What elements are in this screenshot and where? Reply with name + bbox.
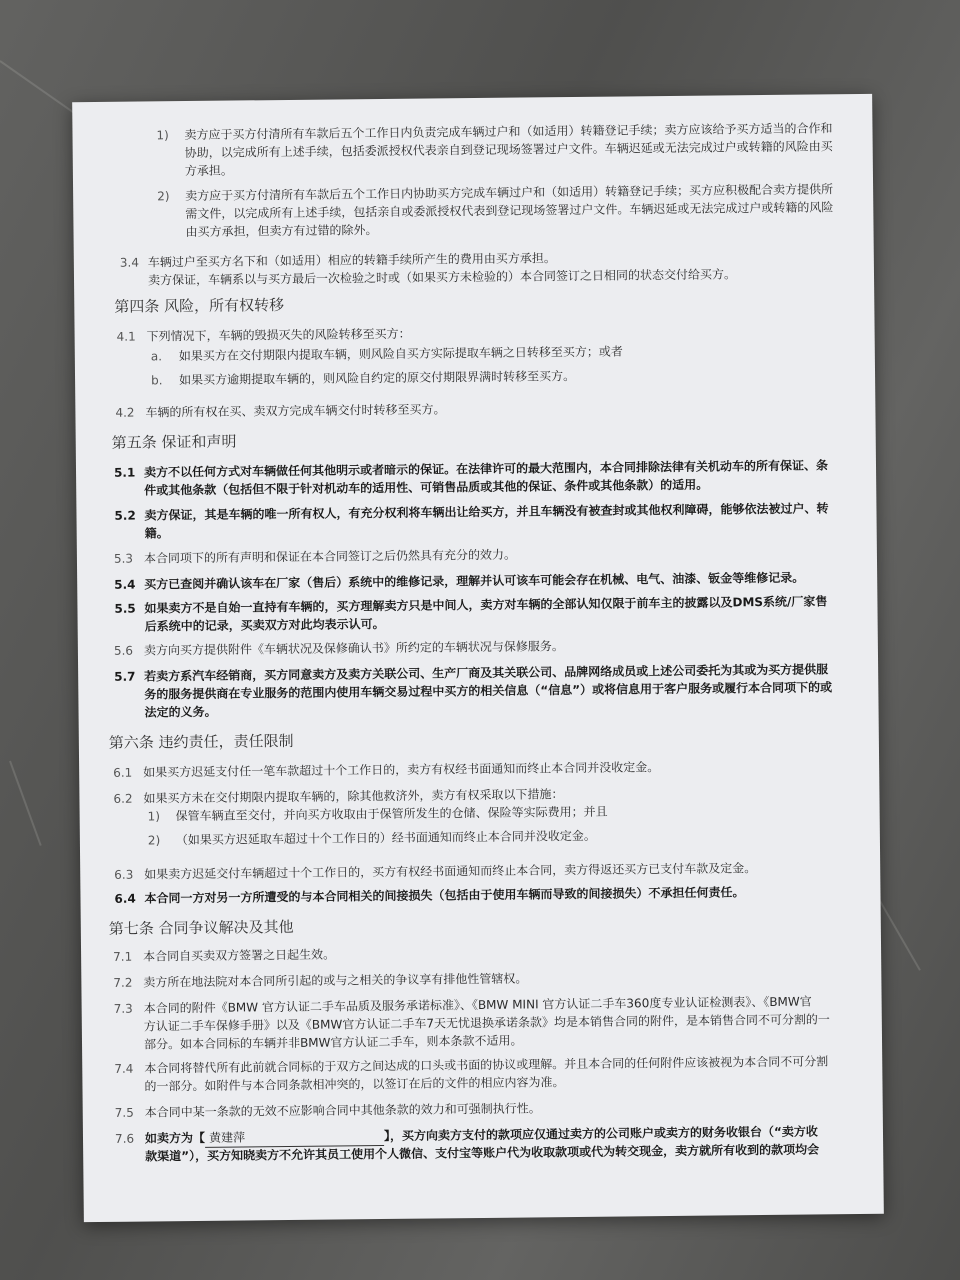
clause-7-4-line: 本合同将替代所有此前就合同标的于双方之间达成的口头或书面的协议或理解。并且本合同的任何附件应该被视为本合同不可分割 — [144, 1054, 829, 1076]
clause-number: 5.6 — [113, 643, 134, 658]
clause-7-2: 卖方所在地法院对本合同所引起的或与之相关的争议享有排他性管辖权。 — [143, 971, 528, 990]
item-number: 2) — [157, 189, 170, 204]
clause-6-4: 本合同一方对另一方所遭受的与本合同相关的间接损失（包括由于使用车辆而导致的间接损失）不承担任何责任。 — [144, 885, 745, 906]
clause-5-2-line: 卖方保证，其是车辆的唯一所有权人，有充分权利将车辆出让给买方，并且车辆没有被查封或其他权利障碍，能够依法被过户、转 — [144, 501, 829, 523]
clause-number: 7.5 — [114, 1105, 134, 1120]
clause-4-1: 下列情况下，车辆的毁损灭失的风险转移至买方： — [146, 326, 411, 344]
clause-7-6-suffix: 】，买方向卖方支付的款项应仅通过卖方的公司账户或卖方的财务收银台（“卖方收 — [383, 1124, 818, 1144]
clause-number: 5.4 — [114, 577, 136, 592]
contract-page — [72, 94, 884, 1222]
clause-3-3-2-line: 需文件，以完成所有上述手续，包括亲自或委派授权代表到登记现场签署过户文件。车辆迟延或无法完成过户或转籍的风险 — [185, 200, 834, 222]
clause-7-3-line: 方认证二手车保修手册》以及《BMW官方认证二手车7天无忧退换承诺条款》均是本销售合同的附件，是本销售合同不可分割的一 — [143, 1012, 830, 1034]
clause-number: 6.4 — [114, 891, 136, 906]
item-number: 1) — [156, 128, 169, 143]
clause-7-6-line: 款渠道”），买方知晓卖方不允许其员工使用个人微信、支付宝等账户代为收取款项或代为转交现金，卖方就所有收到的款项均会 — [145, 1142, 820, 1164]
clause-number: 5.2 — [114, 508, 136, 523]
clause-5-6: 卖方向买方提供附件《车辆状况及保修确认书》所约定的车辆状况与保修服务。 — [143, 639, 564, 658]
clause-7-5: 本合同中某一条款的无效不应影响合同中其他条款的效力和可强制执行性。 — [144, 1101, 541, 1120]
clause-5-7-line: 若卖方系汽车经销商，买方同意卖方及卖方关联公司、生产厂商及其关联公司、品牌网络成员或上述公司委托为其或为买方提供服 — [144, 662, 829, 684]
clause-number: 6.3 — [114, 867, 134, 882]
section-heading-6: 第六条 违约责任，责任限制 — [108, 731, 294, 752]
clause-number: 7.1 — [113, 949, 133, 964]
marble-vein — [879, 901, 921, 971]
clause-number: 6.1 — [113, 765, 133, 780]
section-heading-5: 第五条 保证和声明 — [111, 432, 237, 452]
clause-7-1: 本合同自买卖双方签署之日起生效。 — [143, 947, 336, 964]
clause-3-3-2-line: 卖方应于买方付清所有车款后五个工作日内协助买方完成车辆过户和（如适用）转籍登记手续；买方应积极配合卖方提供所 — [185, 182, 834, 204]
clause-number: 7.2 — [113, 975, 133, 990]
clause-5-4: 买方已查阅并确认该车在厂家（售后）系统中的维修记录，理解并认可该车可能会存在机械、电气、油漆、钣金等维修记录。 — [144, 570, 805, 592]
clause-6-2-2: （如果买方迟延取车超过十个工作日的）经书面通知而终止本合同并没收定金。 — [175, 828, 596, 848]
clause-7-4-line: 的一部分。如附件与本合同条款相冲突的，以签订在后的文件的相应内容为准。 — [144, 1075, 565, 1094]
section-heading-4: 第四条 风险，所有权转移 — [114, 296, 285, 316]
clause-4-1-b: 如果买方逾期提取车辆的，则风险自约定的原交付期限界满时转移至买方。 — [179, 368, 576, 388]
clause-5-3: 本合同项下的所有声明和保证在本合同签订之后仍然具有充分的效力。 — [143, 547, 517, 566]
clause-number: 5.7 — [114, 669, 136, 684]
item-letter: b. — [151, 373, 163, 388]
clause-number: 4.1 — [116, 329, 136, 344]
clause-number: 5.5 — [114, 601, 136, 616]
clause-number: 5.3 — [113, 551, 134, 566]
clause-3-3-1-line: 方承担。 — [184, 163, 233, 179]
clause-number: 7.6 — [114, 1131, 135, 1146]
clause-number: 3.4 — [119, 255, 140, 270]
clause-5-5-line: 后系统中的记录，买卖双方对此均表示认可。 — [144, 616, 385, 634]
item-letter: a. — [150, 349, 163, 364]
clause-5-2-line: 籍。 — [144, 526, 169, 541]
clause-number: 7.3 — [113, 1001, 133, 1016]
clause-5-1-line: 卖方不以任何方式对车辆做任何其他明示或者暗示的保证。在法律许可的最大范围内，本合同排除法律有关机动车的所有保证、条 — [143, 458, 829, 480]
clause-6-3: 如果卖方迟延交付车辆超过十个工作日的，买方有权经书面通知而终止本合同，卖方得返还买方已支付车款及定金。 — [144, 861, 757, 882]
clause-6-1: 如果买方迟延支付任一笔车款超过十个工作日的，卖方有权经书面通知而终止本合同并没收定金。 — [143, 760, 660, 780]
clause-4-1-a: 如果买方在交付期限内提取车辆，则风险自买方实际提取车辆之日转移至买方；或者 — [178, 344, 623, 364]
clause-4-2: 车辆的所有权在买、卖双方完成车辆交付时转移至买方。 — [145, 402, 446, 420]
seller-name-field[interactable]: 黄建萍 — [205, 1127, 384, 1148]
clause-5-7-line: 法定的义务。 — [144, 704, 217, 720]
marble-vein — [9, 761, 42, 846]
clause-7-3-line: 部分。如本合同标的车辆并非BMW官方认证二手车，则本条款不适用。 — [143, 1033, 523, 1052]
clause-5-5-line: 如果卖方不是自始一直持有车辆的，买方理解卖方只是中间人，卖方对车辆的全部认知仅限于前车主的披露以及DMS系统/厂家售 — [144, 594, 828, 616]
clause-3-3-2-line: 由买方承担，但卖方有过错的除外。 — [185, 223, 378, 240]
clause-7-6-prefix: 如卖方为【 — [144, 1130, 206, 1146]
section-heading-7: 第七条 合同争议解决及其他 — [108, 917, 294, 938]
clause-7-3-line: 本合同的附件《BMW 官方认证二手车品质及服务承诺标准》、《BMW MINI 官方认证二手车360度专业认证检测表》、《BMW官 — [143, 994, 812, 1016]
clause-3-4-line: 卖方保证，车辆系以与买方最后一次检验之时或（如果买方未检验的）本合同签订之日相同的状态交付给买方。 — [147, 267, 737, 288]
clause-number: 5.1 — [113, 465, 136, 480]
clause-6-2: 如果买方未在交付期限内提取车辆的，除其他救济外，卖方有权采取以下措施： — [143, 787, 564, 806]
clause-3-3-1-line: 协助，以完成所有上述手续，包括委派授权代表亲自到登记现场签署过户文件。车辆迟延或无法完成过户或转籍的风险由买 — [184, 139, 833, 161]
clause-number: 4.2 — [115, 405, 135, 420]
item-number: 1) — [147, 809, 161, 824]
clause-5-7-line: 务的服务提供商在专业服务的范围内使用车辆交易过程中买方的相关信息（“信息”）或将信息用于客户服务或履行本合同项下的或 — [144, 680, 833, 702]
clause-number: 6.2 — [113, 791, 133, 806]
item-number: 2) — [147, 833, 161, 848]
clause-number: 7.4 — [114, 1061, 134, 1076]
clause-6-2-1: 保管车辆直至交付，并向买方收取由于保管所发生的仓储、保险等实际费用；并且 — [175, 804, 608, 824]
clause-3-4-line: 车辆过户至买方名下和（如适用）相应的转籍手续所产生的费用由买方承担。 — [147, 251, 556, 270]
clause-5-1-line: 件或其他条款（包括但不限于针对机动车的适用性、可销售品质或其他的保证、条件或其他条款）的适用。 — [144, 477, 709, 498]
clause-3-3-1-line: 卖方应于买方付清所有车款后五个工作日内负责完成车辆过户和（如适用）转籍登记手续；卖方应该给予买方适当的合作和 — [184, 121, 833, 143]
